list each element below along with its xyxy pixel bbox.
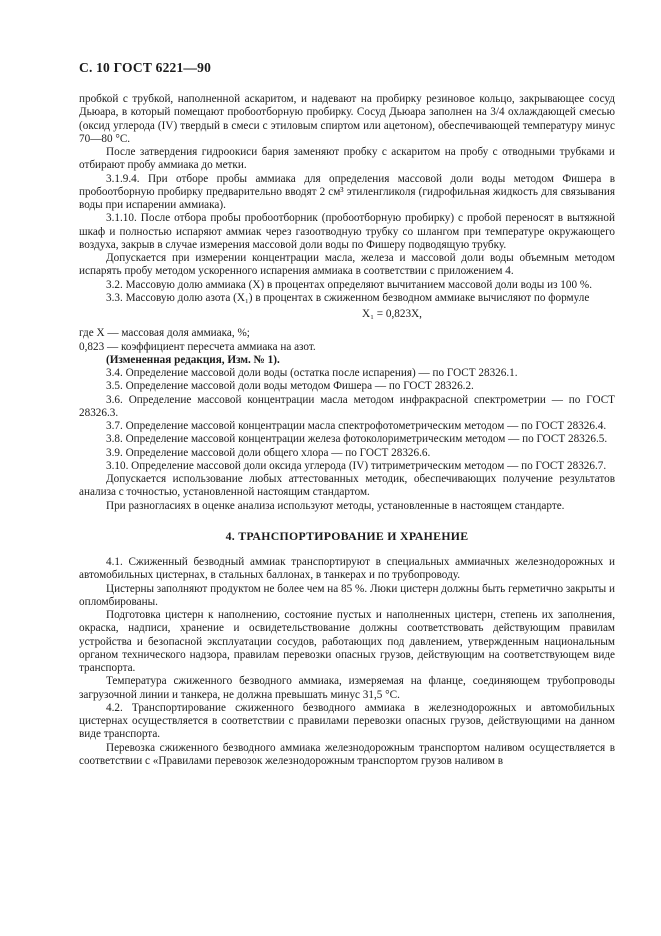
paragraph: 4.1. Сжиженный безводный аммиак транспортируют в специальных аммиачных железнодорожных и автомобильных цистернах, в стальных баллонах, в танкерах и по трубопроводу. — [79, 556, 615, 582]
paragraph: Допускается при измерении концентрации масла, железа и массовой доли воды объемным методом испарять пробу методом ускоренного испарения аммиака в соответствии с приложением 4. — [79, 252, 615, 278]
paragraph: 3.10. Определение массовой доли оксида углерода (IV) титриметрическим методом — по ГОСТ 28326.7. — [106, 459, 607, 472]
paragraph: 3.9. Определение массовой доли общего хлора — по ГОСТ 28326.6. — [106, 446, 431, 459]
paragraph: Цистерны заполняют продуктом не более чем на 85 %. Люки цистерн должны быть герметично закрыты и опломбированы. — [79, 582, 615, 608]
section-title: 4. ТРАНСПОРТИРОВАНИЕ И ХРАНЕНИЕ — [225, 528, 469, 543]
formula-legend: где X — массовая доля аммиака, %; — [79, 327, 250, 340]
page-header: С. 10 ГОСТ 6221—90 — [79, 60, 212, 75]
paragraph: 3.6. Определение массовой концентрации масла методом инфракрасной спектрометрии — по ГОСТ 28326.3. — [79, 393, 615, 419]
document-body — [79, 93, 615, 768]
paragraph: 3.4. Определение массовой доли воды (остатка после испарения) — по ГОСТ 28326.1. — [106, 367, 518, 379]
paragraph: Допускается использование любых аттестованных методик, обеспечивающих получение результатов анализа с точностью, установленной настоящим стандартом. — [79, 473, 615, 499]
paragraph: После затвердения гидроокиси бария заменяют пробку с аскаритом на пробу с отводными трубками и отбирают пробу аммиака до метки. — [79, 146, 615, 172]
formula-legend: 0,823 — коэффициент пересчета аммиака на азот. — [79, 340, 316, 353]
paragraph: 4.2. Транспортирование сжиженного безводного аммиака в железнодорожных и автомобильных цистернах осуществляется в соответствии с правилами перевозки опасных грузов, действующими на данном виде транспорта. — [79, 701, 615, 741]
amendment-note: (Измененная редакция, Изм. № 1). — [106, 353, 280, 366]
paragraph: При разногласиях в оценке анализа используют методы, установленные в настоящем стандарте. — [106, 499, 565, 512]
paragraph: 3.1.10. После отбора пробы пробоотборник (пробоотборную пробирку) с пробой переносят в вытяжной шкаф и полностью испаряют аммиак через газоотводную трубку со шлангом при температуре окружающего воздуха, закрыв в случае измерения массовой доли воды по Фишеру подводящую трубку. — [79, 212, 615, 251]
paragraph: 3.8. Определение массовой концентрации железа фотоколориметрическим методом — по ГОСТ 28326.5. — [106, 433, 608, 446]
paragraph: Подготовка цистерн к наполнению, состояние пустых и наполненных цистерн, степень их заполнения, окраска, надписи, хранение и освидетельствование должны соответствовать действующим правилам устройства и безопасной эксплуатации сосудов, работающих под давлением, утвержденным национальным органом технического надзора, правилам перевозки опасных грузов, действующим на соответствующем виде транспорта. — [79, 609, 615, 674]
paragraph: 3.7. Определение массовой концентрации масла спектрофотометрическим методом — по ГОСТ 28326.4. — [106, 420, 607, 432]
paragraph: 3.5. Определение массовой доли воды методом Фишера — по ГОСТ 28326.2. — [106, 380, 474, 393]
paragraph: 3.2. Массовую долю аммиака (X) в процентах определяют вычитанием массовой доли воды из 100 %. — [106, 278, 593, 291]
paragraph: 3.3. Массовую долю азота (X₁) в процентах в сжиженном безводном аммиаке вычисляют по формуле — [106, 291, 590, 304]
paragraph: 3.1.9.4. При отборе пробы аммиака для определения массовой доли воды методом Фишера в пробоотборную пробирку предварительно вводят 2 см³ этиленгликоля (гидрофильная жидкость для связывания воды при испарении аммиака). — [79, 172, 615, 211]
paragraph: Температура сжиженного безводного аммиака, измеряемая на фланце, соединяющем трубопроводы загрузочной линии и танкера, не должна превышать минус 31,5 °С. — [79, 675, 615, 701]
formula: X₁ = 0,823X, — [362, 308, 422, 320]
paragraph: Перевозка сжиженного безводного аммиака железнодорожным транспортом наливом осуществляется в соответствии с «Правилами перевозок железнодорожным транспортом грузов наливом в — [79, 741, 615, 767]
paragraph: пробкой с трубкой, наполненной аскаритом, и надевают на пробирку резиновое кольцо, закрывающее сосуд Дьюара, в который помещают пробоотборную пробирку. Сосуд Дьюара заполнен на 3/4 охлаждающей смесью (оксид углерода (IV) твердый в смеси с этиловым спиртом или ацетоном), обеспечивающей температуру минус 70—80 °С. — [79, 93, 615, 145]
